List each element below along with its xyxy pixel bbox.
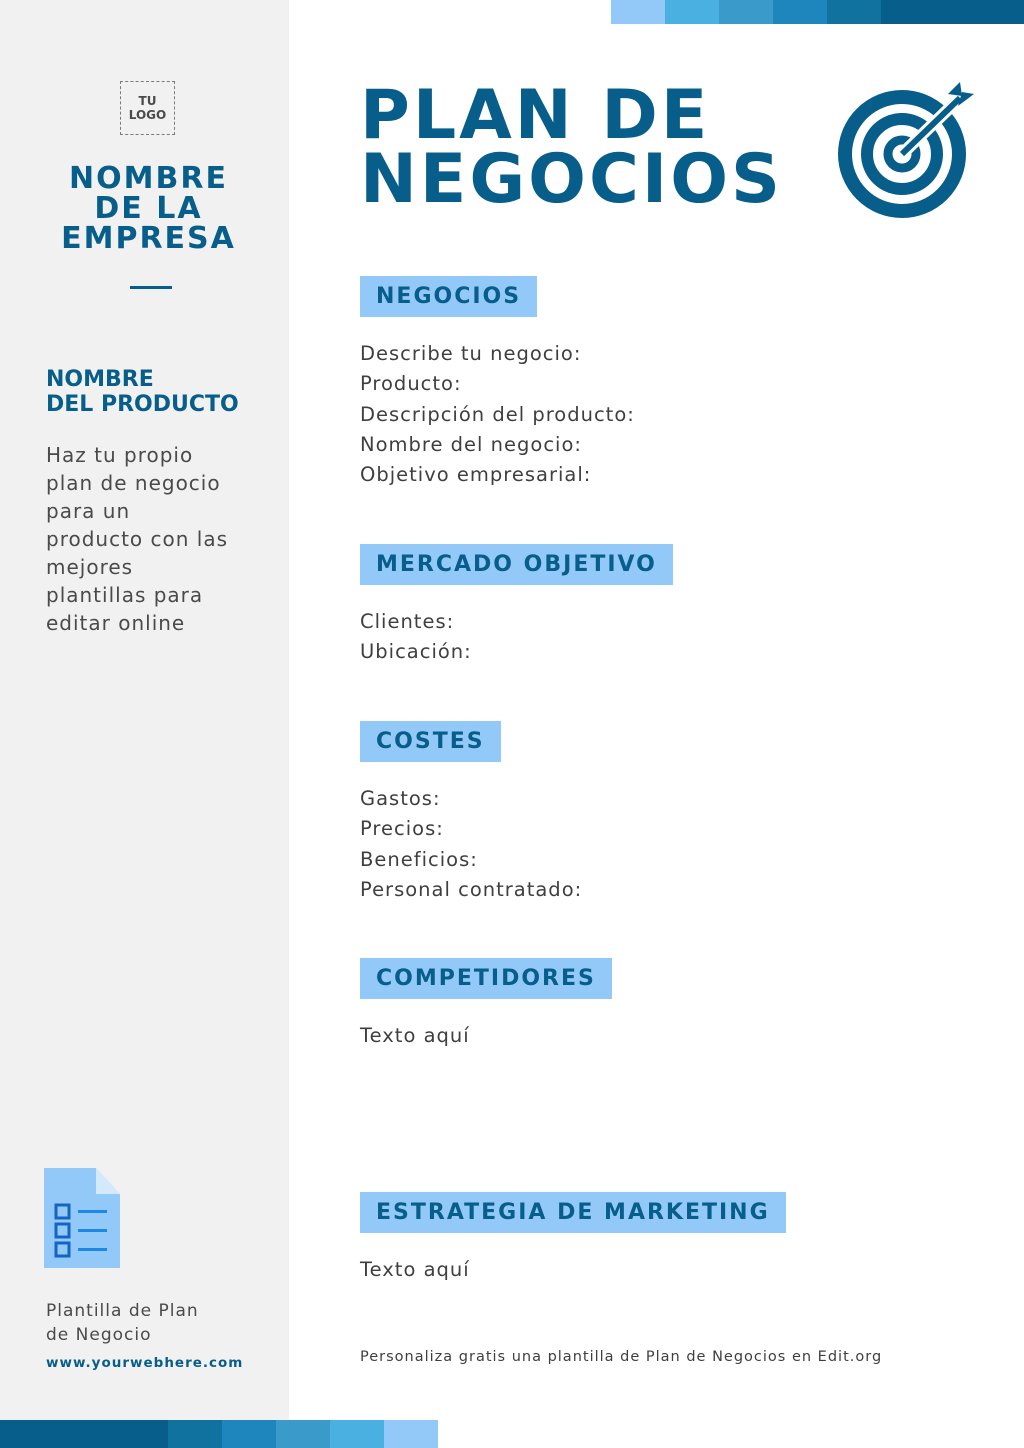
company-name: NOMBRE DE LA EMPRESA — [61, 161, 236, 256]
section-estrategia-de-marketing — [360, 1192, 786, 1285]
stripe-segment — [611, 0, 665, 24]
document-checklist-icon — [44, 1168, 120, 1268]
field-label: Objetivo empresarial: — [360, 463, 592, 487]
section-header: ESTRATEGIA DE MARKETING — [360, 1192, 786, 1233]
target-arrow-icon — [836, 78, 976, 220]
field-label: Precios: — [360, 817, 444, 841]
top-color-stripe — [611, 0, 1024, 24]
section-header: MERCADO OBJETIVO — [360, 544, 673, 585]
field-label: Beneficios: — [360, 847, 478, 871]
field-label: Producto: — [360, 372, 462, 396]
stripe-segment — [276, 1420, 330, 1448]
field-label: Gastos: — [360, 787, 441, 810]
template-label: Plantilla de Plan de Negocio — [46, 1301, 199, 1345]
section-mercado-objetivo — [360, 544, 673, 668]
field-label: Clientes: — [360, 610, 455, 633]
stripe-segment — [881, 0, 1024, 24]
section-items — [360, 784, 582, 905]
field-label: Descripción del producto: — [360, 402, 635, 426]
section-items — [360, 339, 635, 490]
section-items — [360, 607, 673, 668]
stripe-segment — [0, 1420, 168, 1448]
section-items — [360, 1255, 786, 1285]
field-label: Personal contratado: — [360, 877, 583, 901]
stripe-segment — [719, 0, 773, 24]
placeholder-text: Texto aquí — [360, 1024, 470, 1047]
stripe-segment — [222, 1420, 276, 1448]
stripe-segment — [330, 1420, 384, 1448]
product-description: Haz tu propio plan de negocio para un producto con las mejores plantillas para editar online — [46, 443, 229, 635]
stripe-segment — [384, 1420, 438, 1448]
section-negocios — [360, 276, 635, 490]
section-header: NEGOCIOS — [360, 276, 537, 317]
footer-note: Personaliza gratis una plantilla de Plan de Negocios en Edit.org — [360, 1349, 883, 1365]
placeholder-text: Texto aquí — [360, 1258, 470, 1281]
field-label: Nombre del negocio: — [360, 432, 582, 456]
field-label: Describe tu negocio: — [360, 342, 582, 365]
section-items — [360, 1021, 612, 1051]
page-title: PLAN DE NEGOCIOS — [360, 76, 783, 219]
stripe-segment — [168, 1420, 222, 1448]
stripe-segment — [827, 0, 881, 24]
logo-placeholder: TU LOGO — [120, 81, 175, 135]
section-costes — [360, 721, 582, 905]
stripe-segment — [665, 0, 719, 24]
product-title: NOMBRE DEL PRODUCTO — [46, 367, 239, 417]
bottom-color-stripe — [0, 1420, 438, 1448]
website-link[interactable]: www.yourwebhere.com — [46, 1355, 244, 1371]
section-header: COSTES — [360, 721, 501, 762]
section-header: COMPETIDORES — [360, 958, 612, 999]
company-divider — [130, 286, 172, 289]
sidebar — [0, 0, 289, 1420]
section-competidores — [360, 958, 612, 1051]
field-label: Ubicación: — [360, 640, 472, 664]
stripe-segment — [773, 0, 827, 24]
